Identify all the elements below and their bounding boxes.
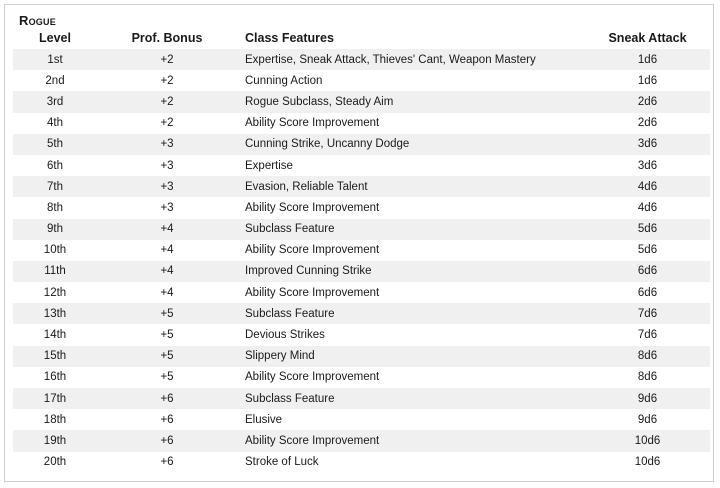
table-row <box>13 240 710 261</box>
table-row <box>13 197 710 218</box>
cell-prof-bonus: +5 <box>97 303 237 324</box>
rogue-table-panel <box>4 4 714 482</box>
cell-prof-bonus: +3 <box>97 176 237 197</box>
cell-class-features: Expertise <box>237 155 585 176</box>
header-sneak-attack: Sneak Attack <box>608 31 687 45</box>
cell-class-features: Slippery Mind <box>237 346 585 367</box>
table-row <box>13 282 710 303</box>
cell-prof-bonus: +4 <box>97 261 237 282</box>
cell-prof-bonus: +6 <box>97 409 237 430</box>
table-row <box>13 176 710 197</box>
cell-prof-bonus: +5 <box>97 324 237 345</box>
table-row <box>13 409 710 430</box>
cell-sneak-attack: 10d6 <box>585 452 710 473</box>
cell-level: 4th <box>13 113 97 134</box>
table-row <box>13 70 710 91</box>
table-header-row <box>13 31 710 49</box>
cell-level: 18th <box>13 409 97 430</box>
cell-class-features: Evasion, Reliable Talent <box>237 176 585 197</box>
cell-sneak-attack: 10d6 <box>585 430 710 451</box>
cell-prof-bonus: +3 <box>97 155 237 176</box>
cell-prof-bonus: +5 <box>97 346 237 367</box>
cell-level: 16th <box>13 367 97 388</box>
cell-class-features: Subclass Feature <box>237 388 585 409</box>
cell-sneak-attack: 3d6 <box>585 155 710 176</box>
cell-sneak-attack: 4d6 <box>585 197 710 218</box>
class-progression-table <box>13 31 710 473</box>
cell-prof-bonus: +3 <box>97 197 237 218</box>
cell-level: 17th <box>13 388 97 409</box>
cell-level: 11th <box>13 261 97 282</box>
cell-class-features: Stroke of Luck <box>237 452 585 473</box>
cell-sneak-attack: 2d6 <box>585 113 710 134</box>
cell-prof-bonus: +4 <box>97 240 237 261</box>
table-row <box>13 113 710 134</box>
cell-class-features: Ability Score Improvement <box>237 367 585 388</box>
cell-level: 10th <box>13 240 97 261</box>
cell-class-features: Ability Score Improvement <box>237 197 585 218</box>
cell-level: 1st <box>13 49 97 70</box>
cell-level: 9th <box>13 219 97 240</box>
table-row <box>13 346 710 367</box>
cell-prof-bonus: +4 <box>97 282 237 303</box>
table-row <box>13 388 710 409</box>
cell-class-features: Ability Score Improvement <box>237 430 585 451</box>
cell-level: 13th <box>13 303 97 324</box>
cell-class-features: Ability Score Improvement <box>237 282 585 303</box>
cell-level: 2nd <box>13 70 97 91</box>
cell-sneak-attack: 8d6 <box>585 367 710 388</box>
cell-sneak-attack: 6d6 <box>585 261 710 282</box>
cell-level: 12th <box>13 282 97 303</box>
table-row <box>13 261 710 282</box>
table-row <box>13 452 710 473</box>
cell-level: 8th <box>13 197 97 218</box>
cell-sneak-attack: 7d6 <box>585 324 710 345</box>
cell-sneak-attack: 9d6 <box>585 409 710 430</box>
cell-prof-bonus: +3 <box>97 134 237 155</box>
cell-class-features: Rogue Subclass, Steady Aim <box>237 91 585 112</box>
table-row <box>13 49 710 70</box>
cell-sneak-attack: 3d6 <box>585 134 710 155</box>
cell-class-features: Improved Cunning Strike <box>237 261 585 282</box>
cell-class-features: Expertise, Sneak Attack, Thieves' Cant, Weapon Mastery <box>237 49 585 70</box>
cell-prof-bonus: +4 <box>97 219 237 240</box>
cell-class-features: Cunning Action <box>237 70 585 91</box>
cell-level: 3rd <box>13 91 97 112</box>
cell-class-features: Cunning Strike, Uncanny Dodge <box>237 134 585 155</box>
table-row <box>13 367 710 388</box>
cell-sneak-attack: 1d6 <box>585 70 710 91</box>
cell-prof-bonus: +5 <box>97 367 237 388</box>
table-row <box>13 303 710 324</box>
header-prof-bonus: Prof. Bonus <box>131 31 203 45</box>
cell-class-features: Subclass Feature <box>237 303 585 324</box>
cell-level: 6th <box>13 155 97 176</box>
cell-prof-bonus: +2 <box>97 49 237 70</box>
cell-sneak-attack: 5d6 <box>585 219 710 240</box>
cell-level: 15th <box>13 346 97 367</box>
cell-sneak-attack: 4d6 <box>585 176 710 197</box>
cell-level: 20th <box>13 452 97 473</box>
cell-sneak-attack: 8d6 <box>585 346 710 367</box>
table-body <box>13 49 710 473</box>
cell-class-features: Devious Strikes <box>237 324 585 345</box>
header-class-features: Class Features <box>245 31 334 45</box>
cell-sneak-attack: 7d6 <box>585 303 710 324</box>
table-row <box>13 155 710 176</box>
cell-prof-bonus: +2 <box>97 70 237 91</box>
cell-level: 14th <box>13 324 97 345</box>
cell-class-features: Elusive <box>237 409 585 430</box>
cell-prof-bonus: +6 <box>97 430 237 451</box>
table-row <box>13 324 710 345</box>
cell-class-features: Ability Score Improvement <box>237 240 585 261</box>
cell-prof-bonus: +6 <box>97 452 237 473</box>
table-row <box>13 430 710 451</box>
cell-sneak-attack: 1d6 <box>585 49 710 70</box>
cell-level: 19th <box>13 430 97 451</box>
cell-prof-bonus: +2 <box>97 113 237 134</box>
cell-sneak-attack: 6d6 <box>585 282 710 303</box>
cell-level: 7th <box>13 176 97 197</box>
cell-prof-bonus: +6 <box>97 388 237 409</box>
cell-class-features: Ability Score Improvement <box>237 113 585 134</box>
table-row <box>13 91 710 112</box>
table-row <box>13 219 710 240</box>
cell-prof-bonus: +2 <box>97 91 237 112</box>
table-title: Rogue <box>19 13 56 28</box>
header-level: Level <box>39 31 71 45</box>
cell-sneak-attack: 2d6 <box>585 91 710 112</box>
table-row <box>13 134 710 155</box>
cell-sneak-attack: 5d6 <box>585 240 710 261</box>
cell-class-features: Subclass Feature <box>237 219 585 240</box>
cell-sneak-attack: 9d6 <box>585 388 710 409</box>
cell-level: 5th <box>13 134 97 155</box>
